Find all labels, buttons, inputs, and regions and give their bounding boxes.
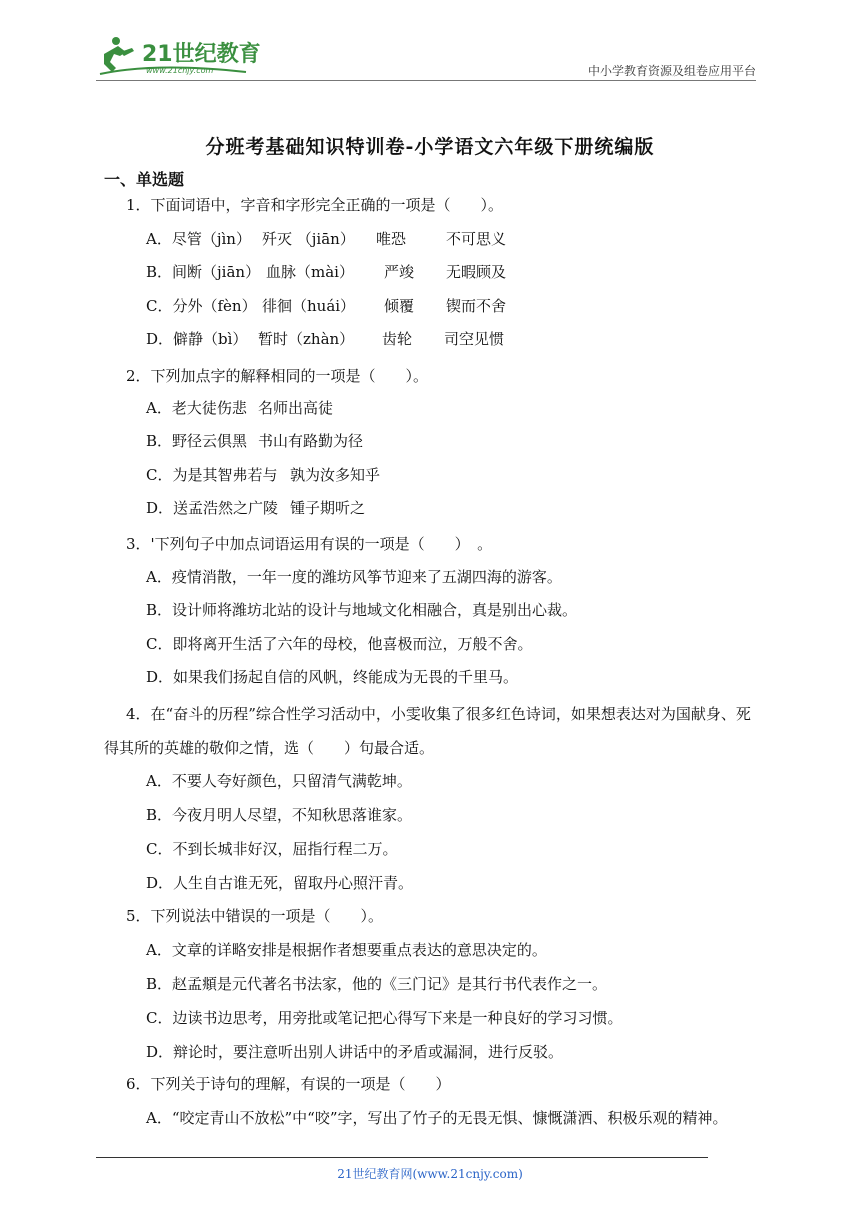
question-stem-continued: 得其所的英雄的敬仰之情，选（ ）句最合适。 [104, 739, 435, 757]
option: D．人生自古谁无死，留取丹心照汗青。 [146, 874, 414, 892]
option-cell: D．僻静（bì） [146, 330, 248, 348]
option-cell: 不可思义 [446, 230, 507, 248]
option: A．不要人夸好颜色，只留清气满乾坤。 [146, 772, 412, 790]
option-row [146, 262, 506, 282]
option: C．即将离开生活了六年的母校，他喜极而泣，万般不舍。 [146, 635, 533, 653]
option-row [146, 465, 380, 485]
logo-21cnjy [96, 34, 276, 78]
option-cell: C．为是其智弗若与 [146, 466, 278, 484]
option-cell: 锺子期听之 [290, 499, 366, 517]
section-heading: 一、单选题 [104, 170, 185, 189]
option-cell: 徘徊（huái） [262, 297, 356, 315]
option-cell: 书山有路勤为径 [258, 432, 364, 450]
option: C．不到长城非好汉，屈指行程二万。 [146, 840, 398, 858]
question-stem: 1．下面词语中，字音和字形完全正确的一项是（ ）。 [126, 196, 504, 214]
question-stem: 4．在“奋斗的历程”综合性学习活动中，小雯收集了很多红色诗词，如果想表达对为国献身、死 [126, 705, 751, 723]
platform-name: 中小学教育资源及组卷应用平台 [587, 64, 756, 78]
option-cell: A．老大徒伤悲 [146, 399, 247, 417]
option-row [146, 431, 363, 451]
option-cell: A．尽管（jìn） [146, 230, 251, 248]
option-cell: 严竣 [384, 263, 415, 281]
option-cell: 齿轮 [382, 330, 413, 348]
question-stem: 2．下列加点字的解释相同的一项是（ ）。 [126, 367, 429, 385]
option: B．赵孟頫是元代著名书法家，他的《三门记》是其行书代表作之一。 [146, 975, 608, 993]
question-stem: 5．下列说法中错误的一项是（ ）。 [126, 907, 384, 925]
option-cell: 孰为汝多知乎 [290, 466, 381, 484]
option: A．“咬定青山不放松”中“咬”字，写出了竹子的无畏无惧、慷慨潇洒、积极乐观的精神。 [146, 1109, 728, 1127]
option-cell: 歼灭 （jiān） [262, 230, 355, 248]
page-title: 分班考基础知识特训卷-小学语文六年级下册统编版 [205, 136, 655, 158]
question-stem: 6．下列关于诗句的理解，有误的一项是（ ） [126, 1075, 451, 1093]
logo-url: www.21cnjy.com [146, 66, 214, 75]
option-cell: 名师出高徒 [258, 399, 334, 417]
option-row [146, 296, 506, 316]
option-row [146, 229, 506, 249]
option-cell: C．分外（fèn） [146, 297, 257, 315]
option: A．疫情消散，一年一度的潍坊风筝节迎来了五湖四海的游客。 [146, 568, 562, 586]
option-cell: 唯恐 [376, 230, 407, 248]
option: C．边读书边思考，用旁批或笔记把心得写下来是一种良好的学习习惯。 [146, 1009, 623, 1027]
option-cell: 无暇顾及 [446, 263, 507, 281]
option-cell: 锲而不舍 [446, 297, 507, 315]
page-header [96, 34, 756, 80]
option-cell: 倾覆 [384, 297, 415, 315]
header-divider [96, 80, 756, 81]
option-cell: 司空见惯 [444, 330, 505, 348]
footer-divider [96, 1157, 708, 1158]
option: D．如果我们扬起自信的风帆，终能成为无畏的千里马。 [146, 668, 519, 686]
option: A．文章的详略安排是根据作者想要重点表达的意思决定的。 [146, 941, 547, 959]
option-cell: 血脉（mài） [266, 263, 354, 281]
option-cell: B．野径云俱黑 [146, 432, 248, 450]
option: B．设计师将潍坊北站的设计与地域文化相融合，真是别出心裁。 [146, 601, 578, 619]
option-cell: B．间断（jiān） [146, 263, 261, 281]
option-cell: 暂时（zhàn） [258, 330, 355, 348]
question-stem: 3．'下列句子中加点词语运用有误的一项是（ ） 。 [126, 535, 493, 553]
option-row [146, 398, 333, 418]
footer-link[interactable]: 21世纪教育网(www.21cnjy.com) [337, 1167, 523, 1181]
option: D．辩论时，要注意听出别人讲话中的矛盾或漏洞，进行反驳。 [146, 1043, 564, 1061]
logo-text: 21世纪教育 [142, 42, 261, 67]
option-row [146, 329, 504, 349]
option: B．今夜月明人尽望，不知秋思落谁家。 [146, 806, 413, 824]
option-cell: D．送孟浩然之广陵 [146, 499, 279, 517]
option-row [146, 498, 365, 518]
